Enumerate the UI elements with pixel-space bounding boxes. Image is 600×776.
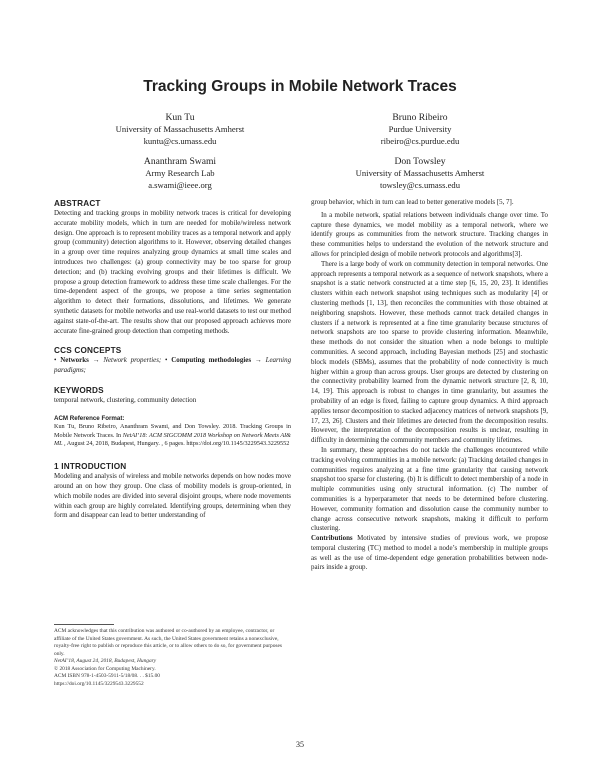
reference-format-text: [54, 423, 291, 449]
right-paragraph-4: In summary, these approaches do not tackle the challenges encountered while tracking evolving communities in a mobile network: (a) Tracking detailed changes in communities requires analyzing at a fine time granularity that causing network snapshot too sparse for clustering. (b) It is difficult to detect membership of a node in multiple communities using only structural information. (c) The number of communities is a hyperparameter that needs to be determined before clustering. However, community formation and dissolution cause the community number to change across consecutive network snapshots, making it difficult to perform clustering.: [311, 445, 548, 533]
ccs-concepts: [54, 356, 291, 376]
author-affiliation: University of Massachusetts Amherst: [115, 124, 245, 134]
ccs-bullet: •: [54, 356, 57, 365]
reference-format-post: August 24, 2018, Budapest, Hungary. , 6 pages. https://doi.org/10.1145/3229543.3229552: [66, 440, 290, 448]
author-block-4: [300, 155, 540, 191]
right-paragraph-3: There is a large body of work on community detection in temporal networks. One approach represents a temporal network as a sequence of network snapshots, where a snapshot is a static network constructed at a time step [6, 15, 20, 23]. It identifies clusters within each network snapshot using techniques such as modularity [4] or clustering methods [1, 13], then reconciles the communities with those obtained at neighboring snapshots. However, these methods cannot track detailed changes in clusters if a network is represented at a fine time granularity because structures of network snapshots are too sparse to provide clustering information. Meanwhile, these methods do not consider the situation when a node belongs to multiple communities. A second approach, including Bayesian methods [25] and stochastic block models (SBMs), assumes that the probability of node connectivity is much higher within a group than across groups. User groups are detected by clustering on the connectivity probability learned from the dynamic network structure [2, 8, 10, 14, 19]. This approach is robust to changes in time granularity, but assumes the probability of an edge is fixed, failing to capture group dynamics. A third approach applies tensor decomposition to stacked adjacency matrices of network snapshots [9, 17, 23, 26]. Clusters and their lifetimes are detected from the decomposition results. However, the interpretation of the decomposition results is unclear, resulting in difficulty in determining the community members and community lifetimes.: [311, 259, 548, 445]
author-email: ribeiro@cs.purdue.edu: [380, 135, 460, 146]
author-affiliation: Purdue University: [388, 124, 452, 134]
ccs-concept-1: Networks: [60, 356, 89, 365]
ccs-heading: CCS CONCEPTS: [54, 346, 122, 356]
introduction-text: Modeling and analysis of wireless and mobile networks depends on how nodes move around an on how they group. One class of mobility models is group-oriented, in which mobile nodes are divided into several disjoint groups, where node movements within each group are highly correlated. Identifying groups, determining when they form and disappear can lead to better understanding of: [54, 472, 291, 520]
author-block-1: [60, 111, 300, 147]
ccs-arrow: →: [254, 356, 262, 365]
author-name: Bruno Ribeiro: [392, 112, 448, 123]
abstract-heading: ABSTRACT: [54, 199, 101, 208]
right-paragraph-1: group behavior, which in turn can lead to better generative models [5, 7].: [311, 198, 514, 206]
abstract-text: Detecting and tracking groups in mobility network traces is critical for developing accurate mobility models, which in turn are needed for mobile/wireless network design. One approach is to represent mobility traces as a temporal network and apply group (community) detection algorithms to it. However, observing detailed changes in a group over time requires analyzing group dynamics at small time scales and introduces two challenges: (a) group connectivity may be too sparse for group detection; and (b) tracking evolving groups and their lifetimes is difficult. We propose a group detection framework to address these time scale challenges. For the time-dependent aspect of the groups, we propose a time series segmentation algorithm to detect their formations, dissolutions, and lifetimes. We generate synthetic datasets for mobile networks and use real-world datasets to test our method against state-of-the-art. The results show that our proposed approach achieves more accurate fine-grained group detection than competing methods.: [54, 209, 291, 335]
introduction-heading: 1 INTRODUCTION: [54, 462, 127, 472]
copyright-footnote: [54, 628, 291, 688]
left-column: [54, 198, 291, 521]
ccs-concept-2: Computing methodologies: [171, 356, 252, 365]
right-column: [311, 198, 548, 573]
footnote-copyright: © 2018 Association for Computing Machinery.: [54, 665, 156, 672]
author-email: towsley@cs.umass.edu: [380, 179, 460, 190]
ccs-arrow: →: [92, 356, 100, 365]
author-affiliation: University of Massachusetts Amherst: [355, 168, 485, 178]
keywords-text: temporal network, clustering, community detection: [54, 395, 197, 404]
keywords-heading: KEYWORDS: [54, 385, 104, 395]
right-paragraph-2: In a mobile network, spatial relations between individuals change over time. To capture these dynamics, we model mobility as a temporal network, where we identify groups as communities from the network structure. Tracking changes in these communities helps to understand the evolution of the network structure and allows for principled design of mobile network protocols and algorithms[3].: [311, 210, 548, 258]
paper-title: Tracking Groups in Mobile Network Traces: [143, 78, 457, 95]
reference-format-heading: ACM Reference Format:: [54, 414, 125, 422]
author-name: Ananthram Swami: [143, 156, 217, 167]
reference-format-pre: Kun Tu, Bruno Ribeiro, Ananthram Swami, and Don Towsley. 2018. Tracking Groups in Mobile Network Traces. In: [54, 422, 291, 439]
ccs-bullet: •: [165, 356, 168, 365]
contributions-text: Motivated by intensive studies of previous work, we propose temporal clustering (TC) method to model a node’s membership in multiple groups as well as the use of time-dependent edge generation probabilities between node-pairs inside a group.: [311, 534, 548, 572]
contributions-run-in: Contributions: [311, 534, 353, 543]
reference-format-venue: NetAI’18: ACM SIGCOMM 2018 Workshop on Network Meets AI& ML ,: [54, 431, 291, 448]
footnote-isbn: ACM ISBN 978-1-4503-5911-5/18/08. . . $15.00: [54, 673, 160, 679]
ccs-subconcept-1: Network properties;: [103, 356, 162, 365]
author-email: a.swami@ieee.org: [148, 179, 212, 190]
author-name: Don Towsley: [394, 156, 446, 167]
footnote-rule: [54, 624, 114, 625]
author-name: Kun Tu: [165, 112, 195, 123]
page-number: 35: [296, 740, 304, 749]
author-block-2: [300, 111, 540, 147]
right-paragraph-5: [311, 534, 548, 573]
ccs-subconcept-2: Learning paradigms;: [54, 356, 292, 375]
author-affiliation: Army Research Lab: [145, 168, 215, 178]
author-block-3: [60, 155, 300, 191]
footnote-notice: ACM acknowledges that this contribution was authored or co-authored by an employee, contractor, or affiliate of the United States government. As such, the United States government retains a nonexclusive, royalty-free right to publish or reproduce this article, or to allow others to do so, for government purposes only.: [54, 628, 282, 657]
footnote-venue: NetAI’18, August 24, 2018, Budapest, Hungary: [54, 658, 157, 664]
author-email: kuntu@cs.umass.edu: [143, 135, 217, 146]
footnote-doi: https://doi.org/10.1145/3229543.3229552: [54, 680, 144, 687]
